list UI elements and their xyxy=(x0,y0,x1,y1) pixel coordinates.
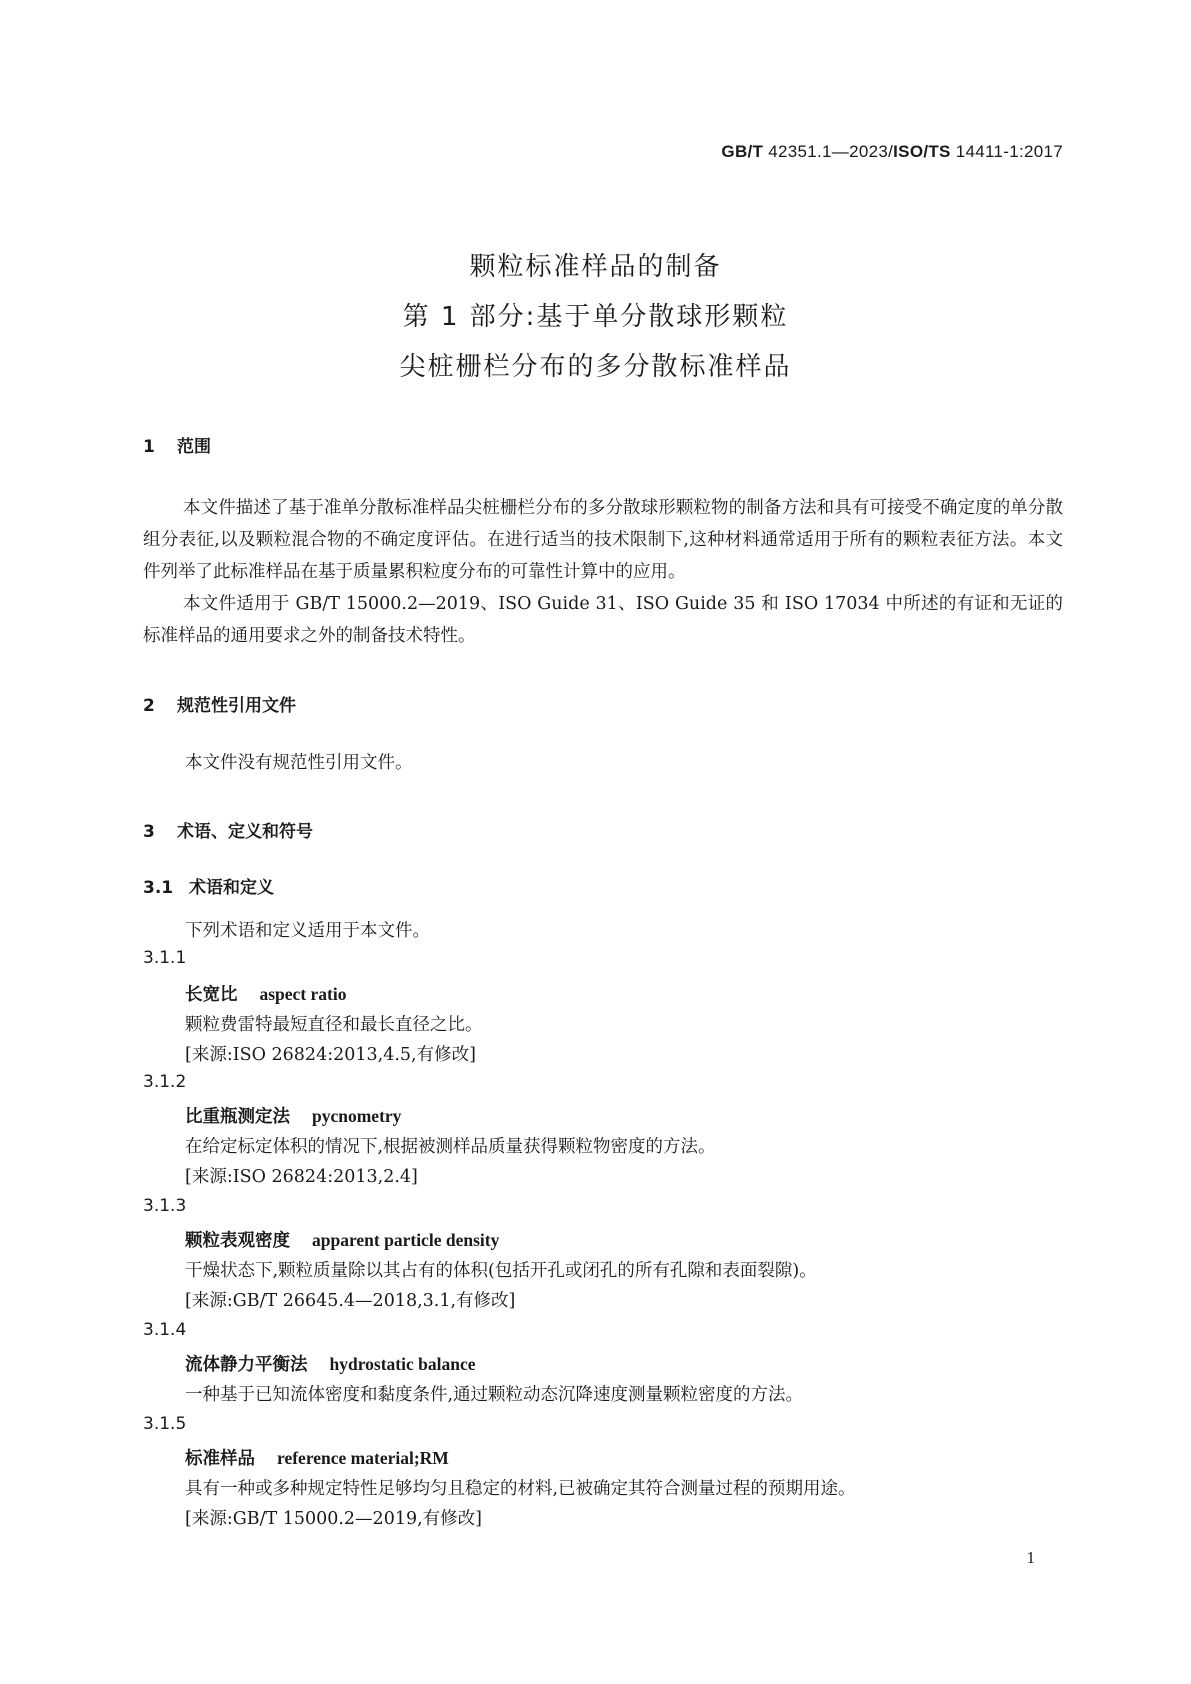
section-2-text: 本文件没有规范性引用文件。 xyxy=(185,753,413,773)
section-1-number: 1 xyxy=(143,437,155,457)
term-zh: 长宽比 xyxy=(185,985,238,1005)
section-3-number: 3 xyxy=(143,822,155,842)
term-definition: 干燥状态下,颗粒质量除以其占有的体积(包括开孔或闭孔的所有孔隙和表面裂隙)。 xyxy=(185,1261,817,1281)
section-3-heading xyxy=(143,817,313,842)
title-line-3: 尖桩栅栏分布的多分散标准样品 xyxy=(399,352,792,382)
term-definition: 具有一种或多种规定特性足够均匀且稳定的材料,已被确定其符合测量过程的预期用途。 xyxy=(185,1479,856,1499)
term-source: [来源:ISO 26824:2013,4.5,有修改] xyxy=(185,1045,476,1065)
section-2-number: 2 xyxy=(143,696,155,716)
term-heading xyxy=(185,1227,499,1252)
section-2-title: 规范性引用文件 xyxy=(177,696,296,716)
term-zh: 比重瓶测定法 xyxy=(185,1107,290,1127)
term-number: 3.1.2 xyxy=(143,1072,187,1092)
document-title xyxy=(0,242,1191,392)
term-source: [来源:ISO 26824:2013,2.4] xyxy=(185,1167,418,1187)
term-en: apparent particle density xyxy=(312,1230,500,1250)
section-1-paragraph-2: 本文件适用于 GB/T 15000.2—2019、ISO Guide 31、ISO Guide 35 和 ISO 17034 中所述的有证和无证的标准样品的通用要求之外的制备技术特性。 xyxy=(143,594,1063,646)
term-en: pycnometry xyxy=(312,1106,402,1126)
title-line-1: 颗粒标准样品的制备 xyxy=(469,252,722,282)
term-zh: 颗粒表观密度 xyxy=(185,1231,290,1251)
section-3-1-number: 3.1 xyxy=(143,878,174,898)
section-1-heading xyxy=(143,432,211,457)
term-definition: 一种基于已知流体密度和黏度条件,通过颗粒动态沉降速度测量颗粒密度的方法。 xyxy=(185,1385,804,1405)
term-definition: 在给定标定体积的情况下,根据被测样品质量获得颗粒物密度的方法。 xyxy=(185,1137,716,1157)
term-heading xyxy=(185,1445,449,1470)
term-en: aspect ratio xyxy=(259,984,347,1004)
iso-ts-prefix: ISO/TS xyxy=(893,142,951,161)
term-zh: 标准样品 xyxy=(185,1449,255,1469)
page-number: 1 xyxy=(1026,1548,1035,1567)
std-number: 42351.1—2023/ xyxy=(763,142,894,161)
term-source: [来源:GB/T 26645.4—2018,3.1,有修改] xyxy=(185,1291,516,1311)
term-source: [来源:GB/T 15000.2—2019,有修改] xyxy=(185,1509,482,1529)
section-3-1-heading xyxy=(143,873,274,898)
section-3-1-title: 术语和定义 xyxy=(189,878,274,898)
std-prefix: GB/T xyxy=(721,142,764,161)
term-heading xyxy=(185,1103,401,1128)
term-number: 3.1.1 xyxy=(143,948,187,968)
term-heading xyxy=(185,1351,476,1376)
terms-intro: 下列术语和定义适用于本文件。 xyxy=(185,921,430,941)
section-1-title: 范围 xyxy=(177,437,211,457)
section-3-title: 术语、定义和符号 xyxy=(177,822,313,842)
term-en: reference material;RM xyxy=(277,1448,449,1468)
term-definition: 颗粒费雷特最短直径和最长直径之比。 xyxy=(185,1015,483,1035)
term-number: 3.1.5 xyxy=(143,1414,187,1434)
term-number: 3.1.3 xyxy=(143,1196,187,1216)
section-2-heading xyxy=(143,691,296,716)
term-zh: 流体静力平衡法 xyxy=(185,1355,308,1375)
term-number: 3.1.4 xyxy=(143,1320,187,1340)
iso-number: 14411-1:2017 xyxy=(950,142,1063,161)
standard-number-header xyxy=(721,142,1063,162)
title-line-2: 第 1 部分:基于单分散球形颗粒 xyxy=(402,302,789,332)
term-heading xyxy=(185,981,347,1006)
term-en: hydrostatic balance xyxy=(329,1354,476,1374)
section-1-paragraph-1: 本文件描述了基于准单分散标准样品尖桩栅栏分布的多分散球形颗粒物的制备方法和具有可接受不确定度的单分散组分表征,以及颗粒混合物的不确定度评估。在进行适当的技术限制下,这种材料通常适用于所有的颗粒表征方法。本文件列举了此标准样品在基于质量累积粒度分布的可靠性计算中的应用。 xyxy=(143,498,1063,582)
